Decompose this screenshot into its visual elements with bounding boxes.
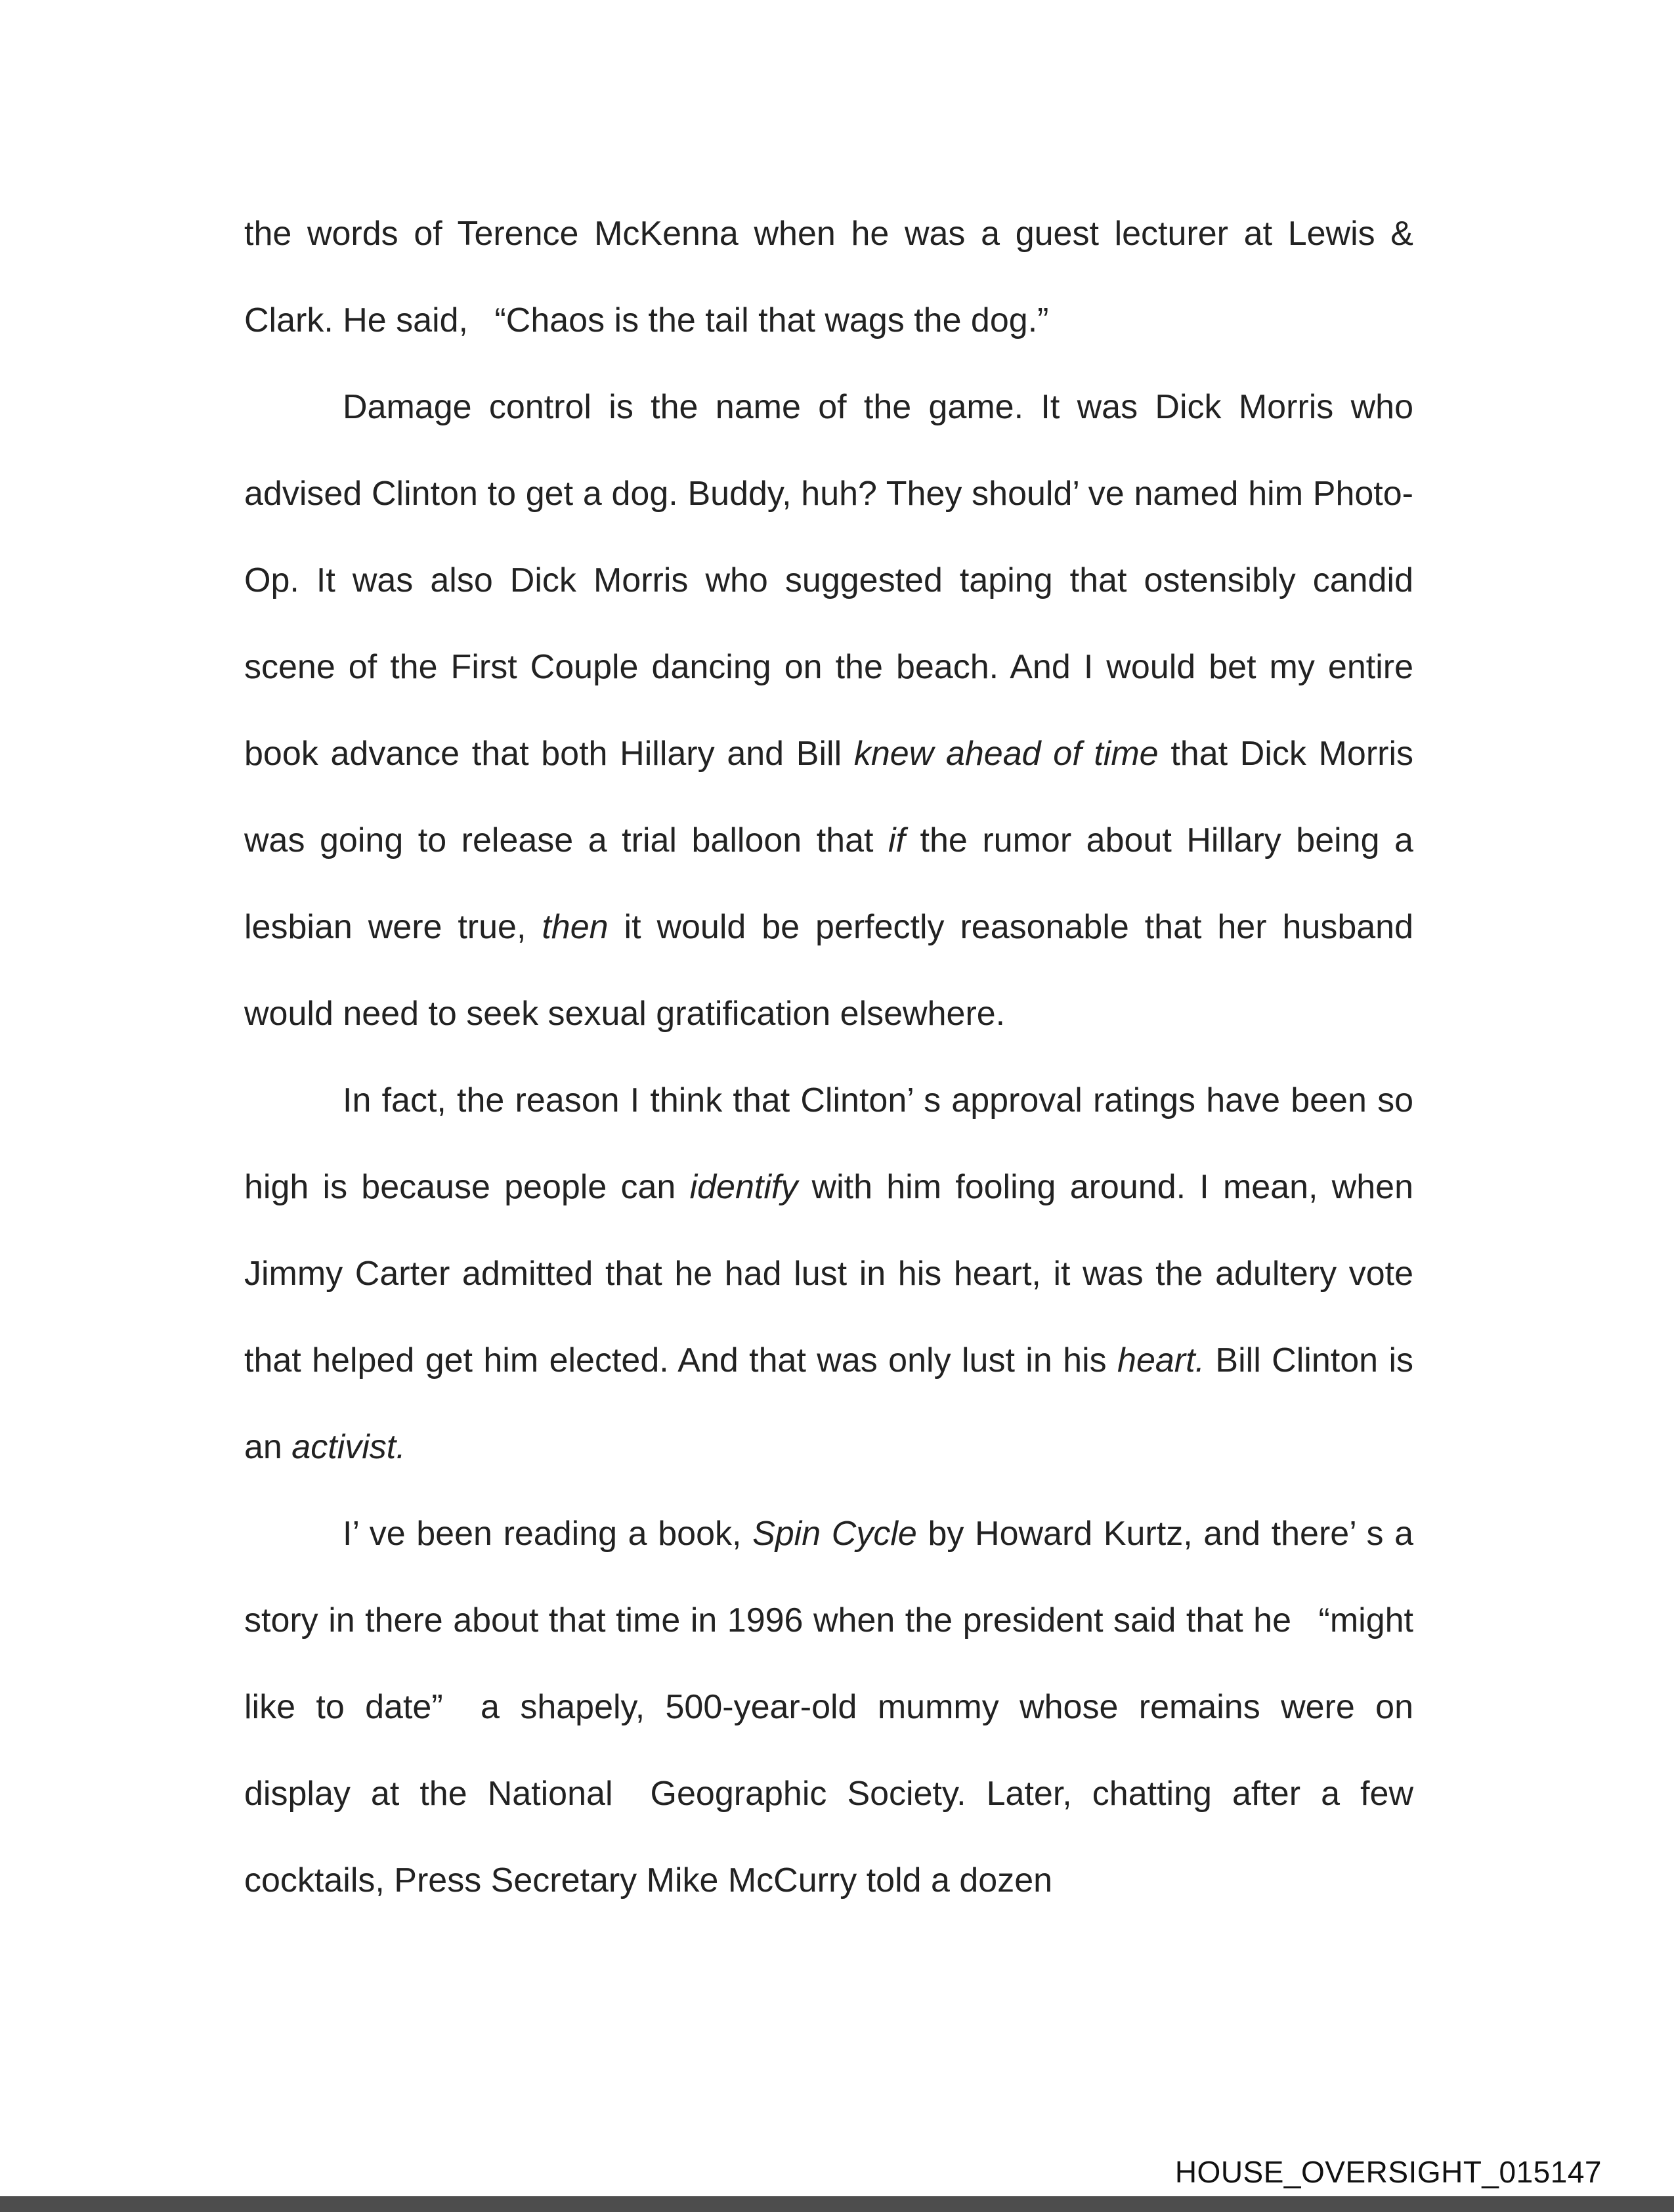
text-run-italic: activist. <box>291 1428 406 1466</box>
text-run: it would be perfectly reasonable that her husband would need to seek sexual gratification elsewhere. <box>244 908 1414 1033</box>
text-run: the rumor about Hillary being a lesbian were true, <box>244 821 1413 946</box>
text-run: the words of Terence McKenna when he was a guest lecturer at Lewis & Clark. He said, “Chaos is the tail that wags the dog.” <box>244 215 1413 339</box>
text-run-italic: knew ahead of time <box>853 735 1159 773</box>
text-run: Damage control is the name of the game. It was Dick Morris who advised Clinton to get a dog. Buddy, huh? They should’ ve named him Photo-Op. It was also Dick Morris who suggested taping that ostensibly candid scene of the First Couple dancing on the beach. And I would bet my entire book advance that both Hillary and Bill <box>244 388 1413 773</box>
text-run: In fact, the reason I think that Clinton’ s approval ratings have been so high is because people can <box>244 1081 1413 1206</box>
text-run-italic: then <box>542 908 609 946</box>
text-run-italic: heart. <box>1117 1341 1205 1379</box>
text-run-italic: identify <box>689 1168 798 1206</box>
text-run-italic: if <box>888 821 905 859</box>
text-run: with him fooling around. I mean, when Jimmy Carter admitted that he had lust in his heart, it was the adultery vote that helped get him elected. And that was only lust in his <box>244 1168 1413 1379</box>
document-body <box>244 190 1413 1924</box>
text-run: I’ ve been reading a book, <box>343 1515 753 1553</box>
bates-stamp: HOUSE_OVERSIGHT_015147 <box>1174 2155 1602 2189</box>
paragraph <box>244 1057 1413 1490</box>
text-run: Bill Clinton is an <box>244 1341 1413 1466</box>
text-run: by Howard Kurtz, and there’ s a story in there about that time in 1996 when the president said that he “might like to date” a shapely, 500-year-old mummy whose remains were on display at the National Geographic Society. Later, chatting after a few cocktails, Press Secretary Mike McCurry told a dozen <box>244 1515 1414 1899</box>
scan-edge-strip <box>0 2196 1674 2212</box>
text-run: that Dick Morris was going to release a trial balloon that <box>244 735 1414 859</box>
paragraph <box>244 190 1413 364</box>
text-run-italic: Spin Cycle <box>752 1515 917 1553</box>
paragraph <box>244 364 1413 1057</box>
paragraph <box>244 1490 1413 1924</box>
